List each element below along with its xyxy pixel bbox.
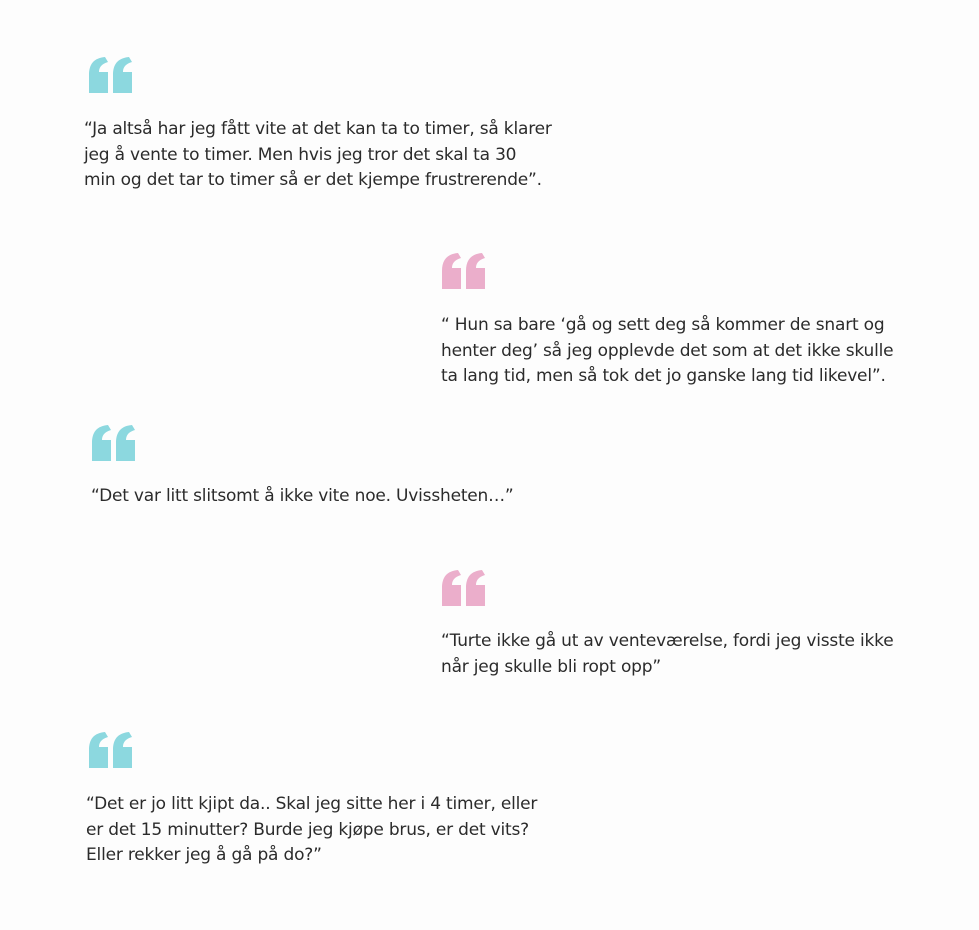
quote-block-5 [88, 732, 134, 768]
quote-icon [91, 425, 137, 461]
quote-text-3: “Det var litt slitsomt å ikke vite noe. Uvissheten…” [91, 486, 514, 506]
quote-icon [88, 732, 134, 768]
quote-icon [441, 253, 487, 289]
quote-icon [88, 57, 134, 93]
quote-block-3 [91, 425, 137, 461]
quote-block-1 [88, 57, 134, 93]
quote-text-4: “Turte ikke gå ut av venteværelse, fordi jeg visste ikke når jeg skulle bli ropt opp” [441, 631, 894, 677]
quote-block-2 [441, 253, 487, 289]
quote-text-2: “ Hun sa bare ‘gå og sett deg så kommer de snart og henter deg’ så jeg opplevde det som at det ikke skulle ta lang tid, men så tok det jo ganske lang tid likevel”. [441, 315, 894, 386]
quote-block-4 [441, 570, 487, 606]
quote-icon [441, 570, 487, 606]
quote-text-1: “Ja altså har jeg fått vite at det kan ta to timer, så klarer jeg å vente to timer. Men hvis jeg tror det skal ta 30 min og det tar to timer så er det kjempe frustrerende”. [84, 119, 552, 190]
quote-text-5: “Det er jo litt kjipt da.. Skal jeg sitte her i 4 timer, eller er det 15 minutter? Burde jeg kjøpe brus, er det vits? Eller rekker jeg å gå på do?” [86, 794, 538, 865]
